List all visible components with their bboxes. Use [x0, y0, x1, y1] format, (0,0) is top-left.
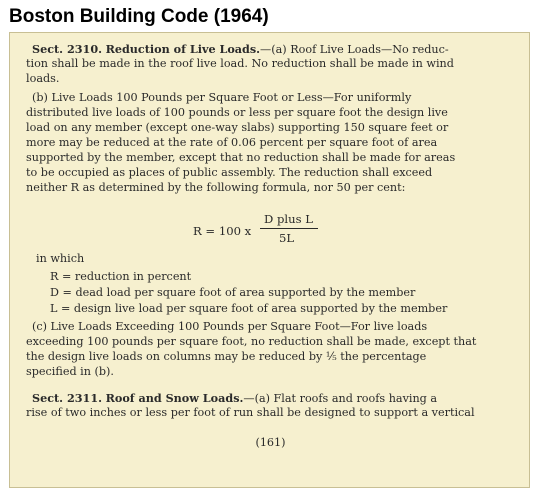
paragraph-a-line: tion shall be made in the roof live load. No reduction shall be made in wind [26, 57, 454, 70]
paragraph-b-line: distributed live loads of 100 pounds or less per square foot the design live [26, 106, 448, 119]
formula-numerator: D plus L [264, 212, 313, 226]
paragraph-b-line: neither R as determined by the following formula, nor 50 per cent: [26, 181, 406, 194]
page-title: Boston Building Code (1964) [9, 6, 269, 27]
paragraph-c-line: (c) Live Loads Exceeding 100 Pounds per Square Foot—For live loads [32, 320, 428, 333]
paragraph-a-line: loads. [26, 72, 60, 85]
paragraph-c-line: exceeding 100 pounds per square foot, no reduction shall be made, except that [26, 335, 477, 348]
sect-2310-title: Reduction of Live Loads. [105, 42, 261, 56]
definition-r: R = reduction in percent [50, 270, 192, 283]
sect-2310-heading: Sect. 2310. [32, 42, 102, 56]
definition-d: D = dead load per square foot of area supported by the member [50, 286, 416, 299]
paragraph-c-line: specified in (b). [26, 365, 114, 378]
scanned-code-page [9, 32, 530, 488]
paragraph-b-line: load on any member (except one-way slabs) supporting 150 square feet or [26, 121, 449, 134]
paragraph-b-line: (b) Live Loads 100 Pounds per Square Foot or Less—For uniformly [32, 91, 412, 104]
sect-2311-title: Roof and Snow Loads. [105, 391, 244, 405]
sect-2310-text: —(a) Roof Live Loads—No reduc- [260, 43, 449, 56]
in-which-label: in which [36, 252, 85, 265]
sect-2311-text: —(a) Flat roofs and roofs having a [243, 392, 438, 405]
sect-2310-line-1 [32, 42, 449, 57]
sect-2311-line: rise of two inches or less per foot of run shall be designed to support a vertical [26, 406, 475, 419]
page-number: (161) [255, 436, 286, 449]
formula-denominator: 5L [279, 231, 295, 245]
fraction-bar [260, 228, 318, 229]
sect-2311-line-1 [32, 391, 437, 406]
sect-2311-heading: Sect. 2311. [32, 391, 102, 405]
definition-l: L = design live load per square foot of area supported by the member [50, 302, 448, 315]
paragraph-b-line: more may be reduced at the rate of 0.06 percent per square foot of area [26, 136, 438, 149]
formula-lhs: R = 100 x [193, 224, 252, 238]
paragraph-b-line: supported by the member, except that no reduction shall be made for areas [26, 151, 456, 164]
paragraph-c-line: the design live loads on columns may be reduced by ⅕ the percentage [26, 350, 427, 363]
paragraph-b-line: to be occupied as places of public assembly. The reduction shall exceed [26, 166, 433, 179]
